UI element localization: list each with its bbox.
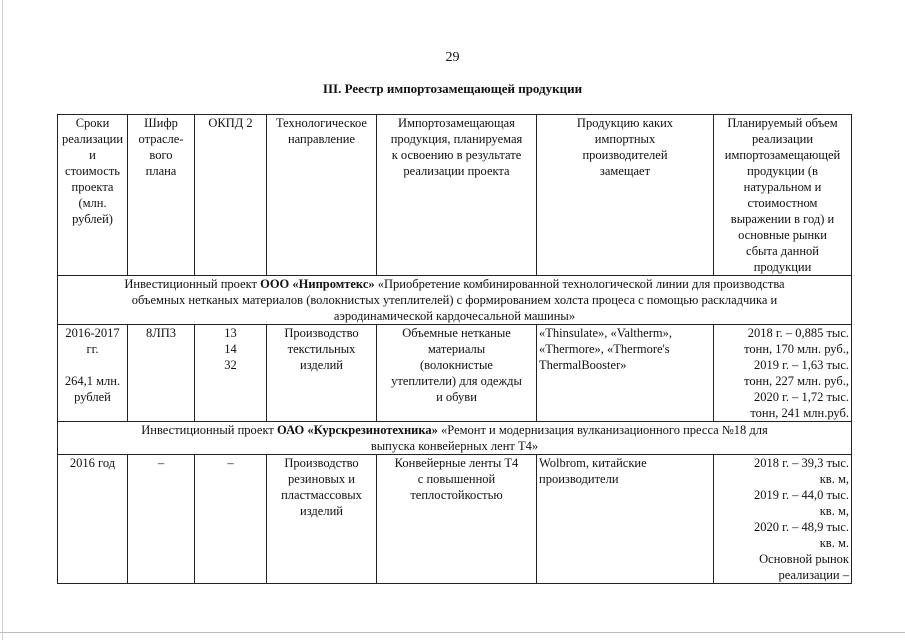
cell-line: Производство [284,456,359,470]
header-line: вого [149,148,173,162]
header-tech-direction [267,115,377,276]
import-substitution-registry-table [57,114,852,584]
header-line: Планируемый объем [727,116,838,130]
cell-line: 2020 г. – 48,9 тыс. [753,520,849,534]
header-line: стоимость [65,164,120,178]
cell-line: Wolbrom, китайские [539,456,647,470]
header-line: плана [145,164,177,178]
cell-line: утеплители) для одежды [391,374,522,388]
cell-line: 2016-2017 [65,326,120,340]
cell-line: тонн, 241 млн.руб. [750,406,849,420]
header-line: реализации [61,132,124,146]
cell-line: кв. м, [819,472,849,486]
project-title: Инвестиционный проект ОАО «Курскрезинотехника» «Ремонт и модернизация вулканизационного пресса №18 для выпуска конвейерных лент Т4» [58,422,852,455]
cell-line: «Thermore», «Thermore's [539,342,670,356]
cell-line: текстильных [287,342,356,356]
table-header-row [58,115,852,276]
header-line: стоимостном [747,196,818,210]
cell-line: с повышенной [417,472,496,486]
header-line: продукции [753,260,812,274]
header-line: Шифр [144,116,178,130]
header-line: Импортозамещающая [398,116,515,130]
header-line: производителей [582,148,668,162]
project-data-row [58,325,852,422]
header-line: проекта [71,180,114,194]
cell-term-cost [58,455,128,584]
cell-line: 14 [224,342,237,356]
cell-line: реализации – [778,568,849,582]
cell-line: Конвейерные ленты Т4 [394,456,519,470]
header-industry-code [128,115,195,276]
header-line: натуральном и [743,180,822,194]
page-number: 29 [445,50,460,65]
header-line: направление [287,132,355,146]
cell-line: – [227,456,234,470]
project-title-row [58,422,852,455]
project-data-row [58,455,852,584]
header-line: продукции (в [747,164,818,178]
header-line: Сроки [75,116,110,130]
cell-line: материалы [427,342,486,356]
header-line: (млн. [78,196,107,210]
cell-planned-volume [714,325,852,422]
page-bottom-edge [0,632,905,633]
header-line: ОКПД 2 [208,116,253,130]
cell-line: 32 [224,358,237,372]
cell-line: 264,1 млн. [64,374,121,388]
cell-line: кв. м, [819,504,849,518]
cell-line [60,357,125,373]
header-line: импортозамещающей [724,148,841,162]
cell-okpd [195,455,267,584]
cell-industry-code: – [128,455,195,584]
header-line: реализации проекта [403,164,510,178]
cell-tech-direction [267,325,377,422]
project-title: Инвестиционный проект ООО «Нипромтекс» «Приобретение комбинированной технологической линии для производства объемных нетканых материалов (волокнистых утеплителей) с формированием холста процеса с помощью раскладчика и аэродинамической кардочесальной машины» [58,276,852,325]
cell-line: пластмассовых [281,488,362,502]
header-line: импортных [594,132,656,146]
header-line: Продукцию каких [576,116,674,130]
project-title-row [58,276,852,325]
header-line: к освоению в результате [391,148,522,162]
cell-line: производители [539,472,619,486]
cell-line: резиновых и [288,472,355,486]
cell-line: Основной рынок [759,552,849,566]
cell-line: и обуви [436,390,477,404]
cell-line: гг. [86,342,99,356]
cell-line: 13 [224,326,237,340]
cell-line: «Thinsulate», «Valtherm», [539,326,672,340]
cell-line: рублей [74,390,111,404]
cell-line: ThermalBooster» [539,358,627,372]
cell-line: 2018 г. – 39,3 тыс. [753,456,849,470]
header-substitute-product [377,115,537,276]
header-replaced-producers [537,115,714,276]
cell-line: Объемные нетканые [402,326,511,340]
cell-line: 2019 г. – 44,0 тыс. [753,488,849,502]
cell-line: теплостойкостью [410,488,503,502]
header-line: отрасле- [138,132,184,146]
cell-line: тонн, 227 млн. руб., [744,374,849,388]
cell-replaced-producers [537,455,714,584]
cell-line: изделий [300,504,343,518]
cell-line: 2016 год [69,456,116,470]
header-line: основные рынки [738,228,827,242]
cell-industry-code: 8ЛП3 [128,325,195,422]
header-okpd [195,115,267,276]
header-line: рублей) [72,212,113,226]
cell-line: кв. м. [819,536,849,550]
cell-term-cost [58,325,128,422]
cell-line: 2018 г. – 0,885 тыс. [747,326,849,340]
cell-planned-volume [714,455,852,584]
project-company: ОАО «Курскрезинотехника» [276,423,438,437]
header-line: замещает [599,164,651,178]
cell-tech-direction [267,455,377,584]
header-line: сбыта данной [746,244,819,258]
header-term-cost [58,115,128,276]
header-line: реализации [751,132,814,146]
cell-substitute-product [377,455,537,584]
cell-line: (волокнистые [420,358,493,372]
cell-line: Производство [284,326,359,340]
header-line: Технологическое [276,116,367,130]
header-planned-volume [714,115,852,276]
cell-line: тонн, 170 млн. руб., [744,342,849,356]
cell-line: 2019 г. – 1,63 тыс. [753,358,849,372]
cell-substitute-product [377,325,537,422]
cell-okpd [195,325,267,422]
header-line: выражении в год) и [730,212,835,226]
project-company: ООО «Нипромтекс» [260,277,375,291]
cell-replaced-producers [537,325,714,422]
cell-line: изделий [300,358,343,372]
header-line: продукция, планируемая [390,132,523,146]
section-title: III. Реестр импортозамещающей продукции [322,81,583,96]
cell-line: 2020 г. – 1,72 тыс. [753,390,849,404]
header-line: и [89,148,96,162]
